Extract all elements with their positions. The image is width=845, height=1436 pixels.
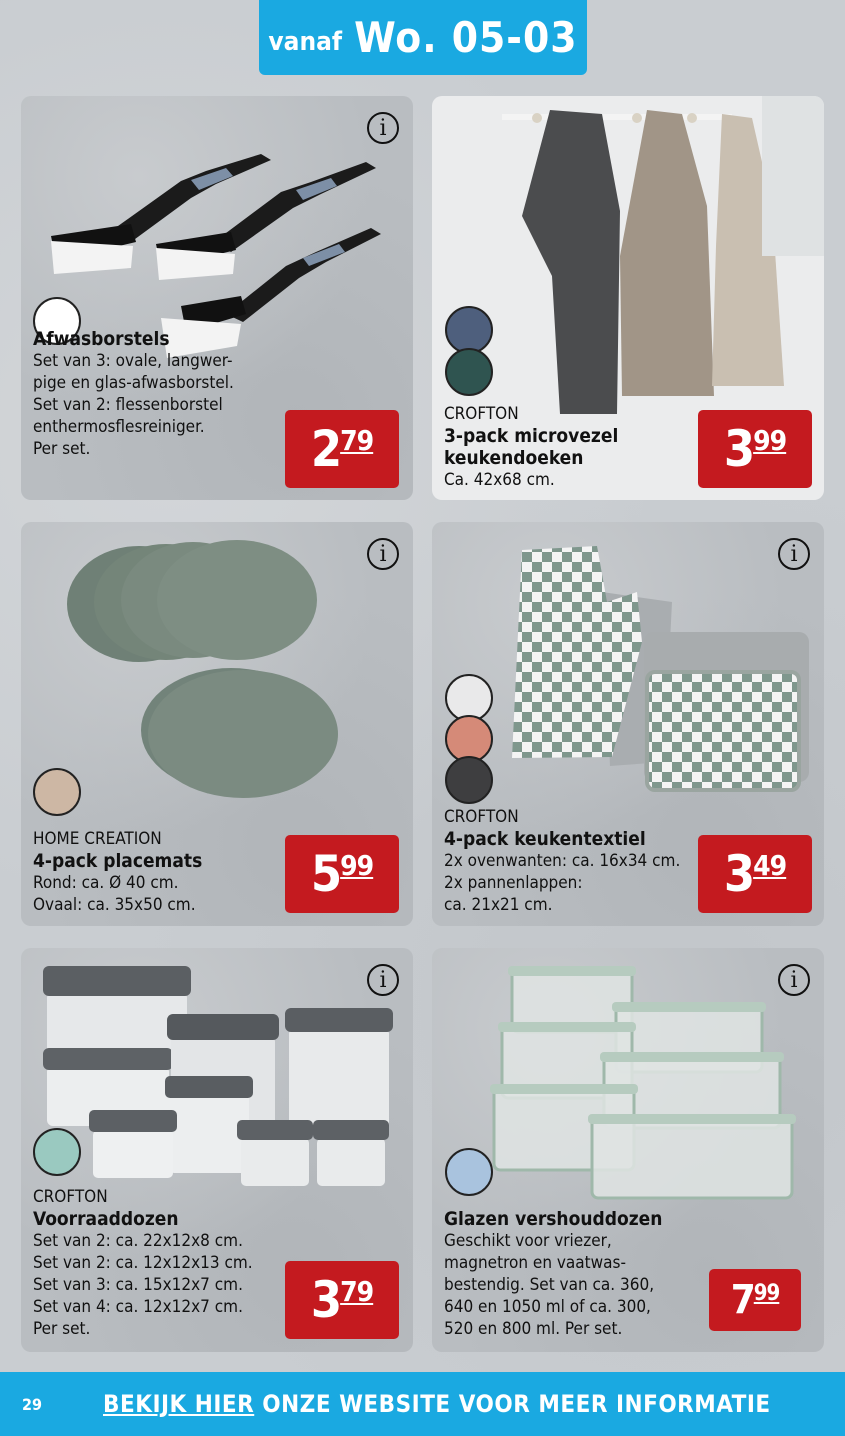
info-icon[interactable]: i [367,112,399,144]
price-cents: 99 [753,424,787,457]
color-swatch-light-blue[interactable] [445,1148,493,1196]
color-swatch-blue[interactable] [445,306,493,354]
price-tag [285,835,399,913]
product-brand: CROFTON [444,807,519,827]
product-info [444,1208,662,1340]
product-info [33,828,202,916]
price-main: 3 [723,845,754,903]
price-main: 3 [723,420,754,478]
price-cents: 99 [753,1281,780,1306]
price-cents: 79 [340,1275,374,1308]
price-cents: 79 [340,424,374,457]
start-date: Wo. 05-03 [354,13,578,62]
product-description: Set van 2: ca. 22x12x8 cm. Set van 2: ca. 12x12x13 cm. Set van 3: ca. 15x12x7 cm. Set van 4: ca. 12x12x7 cm. Per set. [33,1231,253,1339]
product-title: 3-pack microvezel keukendoeken [444,425,619,469]
price-tag [698,410,812,488]
product-card-keukentextiel[interactable] [432,522,824,926]
product-card-placemats[interactable] [21,522,413,926]
info-icon[interactable]: i [778,964,810,996]
footer-message-text: ONZE WEBSITE VOOR MEER INFORMATIE [254,1390,771,1418]
product-description: Geschikt voor vriezer, magnetron en vaatwas- bestendig. Set van ca. 360, 640 en 1050 ml of ca. 300, 520 en 800 ml. Per set. [444,1231,655,1339]
product-title: 4-pack placemats [33,850,203,872]
product-info [33,328,234,460]
info-icon[interactable]: i [367,538,399,570]
color-swatch-beige[interactable] [33,768,81,816]
product-title: 4-pack keukentextiel [444,828,646,850]
color-swatch-green[interactable] [445,348,493,396]
product-title: Voorraaddozen [33,1208,179,1230]
date-banner [259,0,587,75]
price-main: 5 [310,845,341,903]
product-brand: HOME CREATION [33,829,162,849]
price-main: 7 [730,1277,754,1323]
website-link[interactable]: BEKIJK HIER [103,1390,255,1418]
product-description: Ca. 42x68 cm. [444,470,555,490]
price-tag [285,1261,399,1339]
product-card-voorraaddozen[interactable] [21,948,413,1352]
price-tag [698,835,812,913]
product-card-keukendoeken[interactable] [432,96,824,500]
product-info [444,403,618,491]
info-icon[interactable]: i [367,964,399,996]
price-cents: 99 [340,849,374,882]
product-title: Afwasborstels [33,328,170,350]
price-main: 2 [310,420,341,478]
product-description: Rond: ca. Ø 40 cm. Ovaal: ca. 35x50 cm. [33,873,196,915]
product-brand: CROFTON [33,1187,108,1207]
price-tag [285,410,399,488]
color-swatch-mint[interactable] [33,1128,81,1176]
product-brand: CROFTON [444,404,519,424]
footer-message [103,1390,771,1418]
price-main: 3 [310,1271,341,1329]
product-title: Glazen vershouddozen [444,1208,663,1230]
product-description: 2x ovenwanten: ca. 16x34 cm. 2x pannenlappen: ca. 21x21 cm. [444,851,681,915]
price-cents: 49 [753,849,787,882]
page-number: 29 [22,1394,43,1414]
product-description: Set van 3: ovale, langwer- pige en glas-afwasborstel. Set van 2: flessenborstel enthermosflesreiniger. Per set. [33,351,234,459]
color-swatch-dark-grey[interactable] [445,756,493,804]
product-info [444,806,680,916]
info-icon[interactable]: i [778,538,810,570]
price-tag [709,1269,801,1331]
product-card-afwasborstels[interactable] [21,96,413,500]
product-info [33,1186,253,1340]
date-prefix: vanaf [268,26,343,57]
product-card-vershouddozen[interactable] [432,948,824,1352]
footer-bar [0,1372,845,1436]
